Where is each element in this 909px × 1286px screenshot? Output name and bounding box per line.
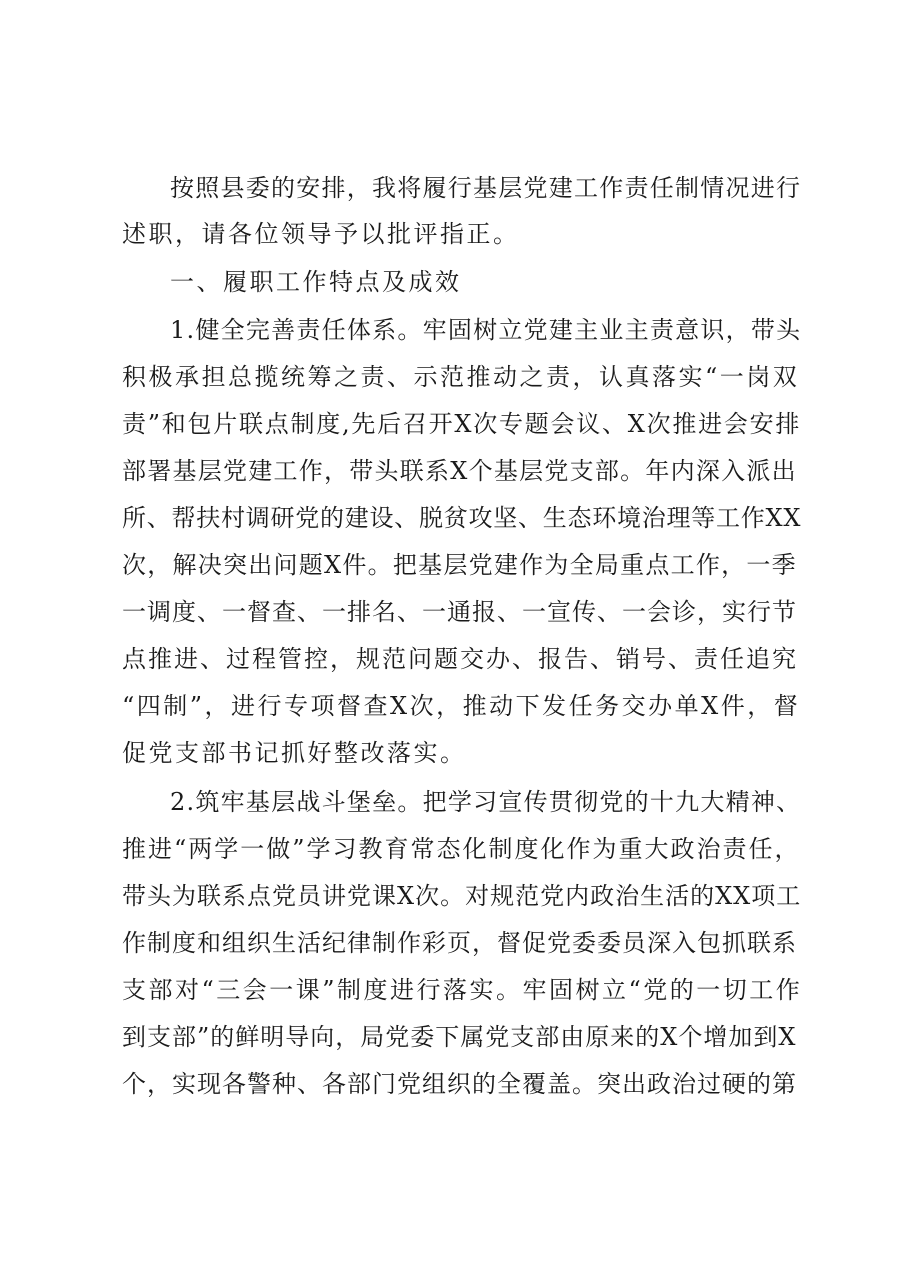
item-1-line-7: 一调度、一督查、一排名、一通报、一宣传、一会诊，实行节 <box>122 598 797 626</box>
item-2-line-2: 推进“两学一做”学习教育常态化制度化作为重大政治责任， <box>122 835 801 863</box>
paragraph-1-line-1: 按照县委的安排，我将履行基层党建工作责任制情况进行 <box>170 174 802 202</box>
item-1-line-2: 积极承担总揽统筹之责、示范推动之责，认真落实“一岗双 <box>122 363 800 391</box>
paragraph-1-line-2: 述职，请各位领导予以批评指正。 <box>122 220 520 248</box>
item-2-line-1: 2.筑牢基层战斗堡垒。把学习宣传贯彻党的十九大精神、 <box>170 788 802 816</box>
item-1-line-10: 促党支部书记抓好整改落实。 <box>122 739 467 767</box>
item-1-line-4: 部署基层党建工作，带头联系X个基层党支部。年内深入派出 <box>122 457 797 485</box>
item-1-line-1: 1.健全完善责任体系。牢固树立党建主业主责意识，带头 <box>170 316 802 344</box>
item-2-line-3: 带头为联系点党员讲党课X次。对规范党内政治生活的XX项工 <box>122 882 802 910</box>
item-2-line-4: 作制度和组织生活纪律制作彩页，督促党委委员深入包抓联系 <box>122 929 797 957</box>
item-1-line-3: 责”和包片联点制度,先后召开X次专题会议、X次推进会安排 <box>122 410 802 438</box>
item-1-line-5: 所、帮扶村调研党的建设、脱贫攻坚、生态环境治理等工作XX <box>122 504 802 532</box>
item-1-line-9: “四制”，进行专项督查X次，推动下发任务交办单X件，督 <box>122 692 801 720</box>
item-2-line-7: 个，实现各警种、各部门党组织的全覆盖。突出政治过硬的第 <box>122 1070 797 1098</box>
item-1-line-6: 次，解决突出问题X件。把基层党建作为全局重点工作，一季 <box>122 551 797 579</box>
item-2-line-5: 支部对“三会一课”制度进行落实。牢固树立“党的一切工作 <box>122 976 803 1004</box>
item-1-line-8: 点推进、过程管控，规范问题交办、报告、销号、责任追究 <box>122 645 798 673</box>
section-heading-1: 一、履职工作特点及成效 <box>170 268 462 296</box>
item-2-line-6: 到支部”的鲜明导向，局党委下属党支部由原来的X个增加到X <box>122 1023 797 1051</box>
